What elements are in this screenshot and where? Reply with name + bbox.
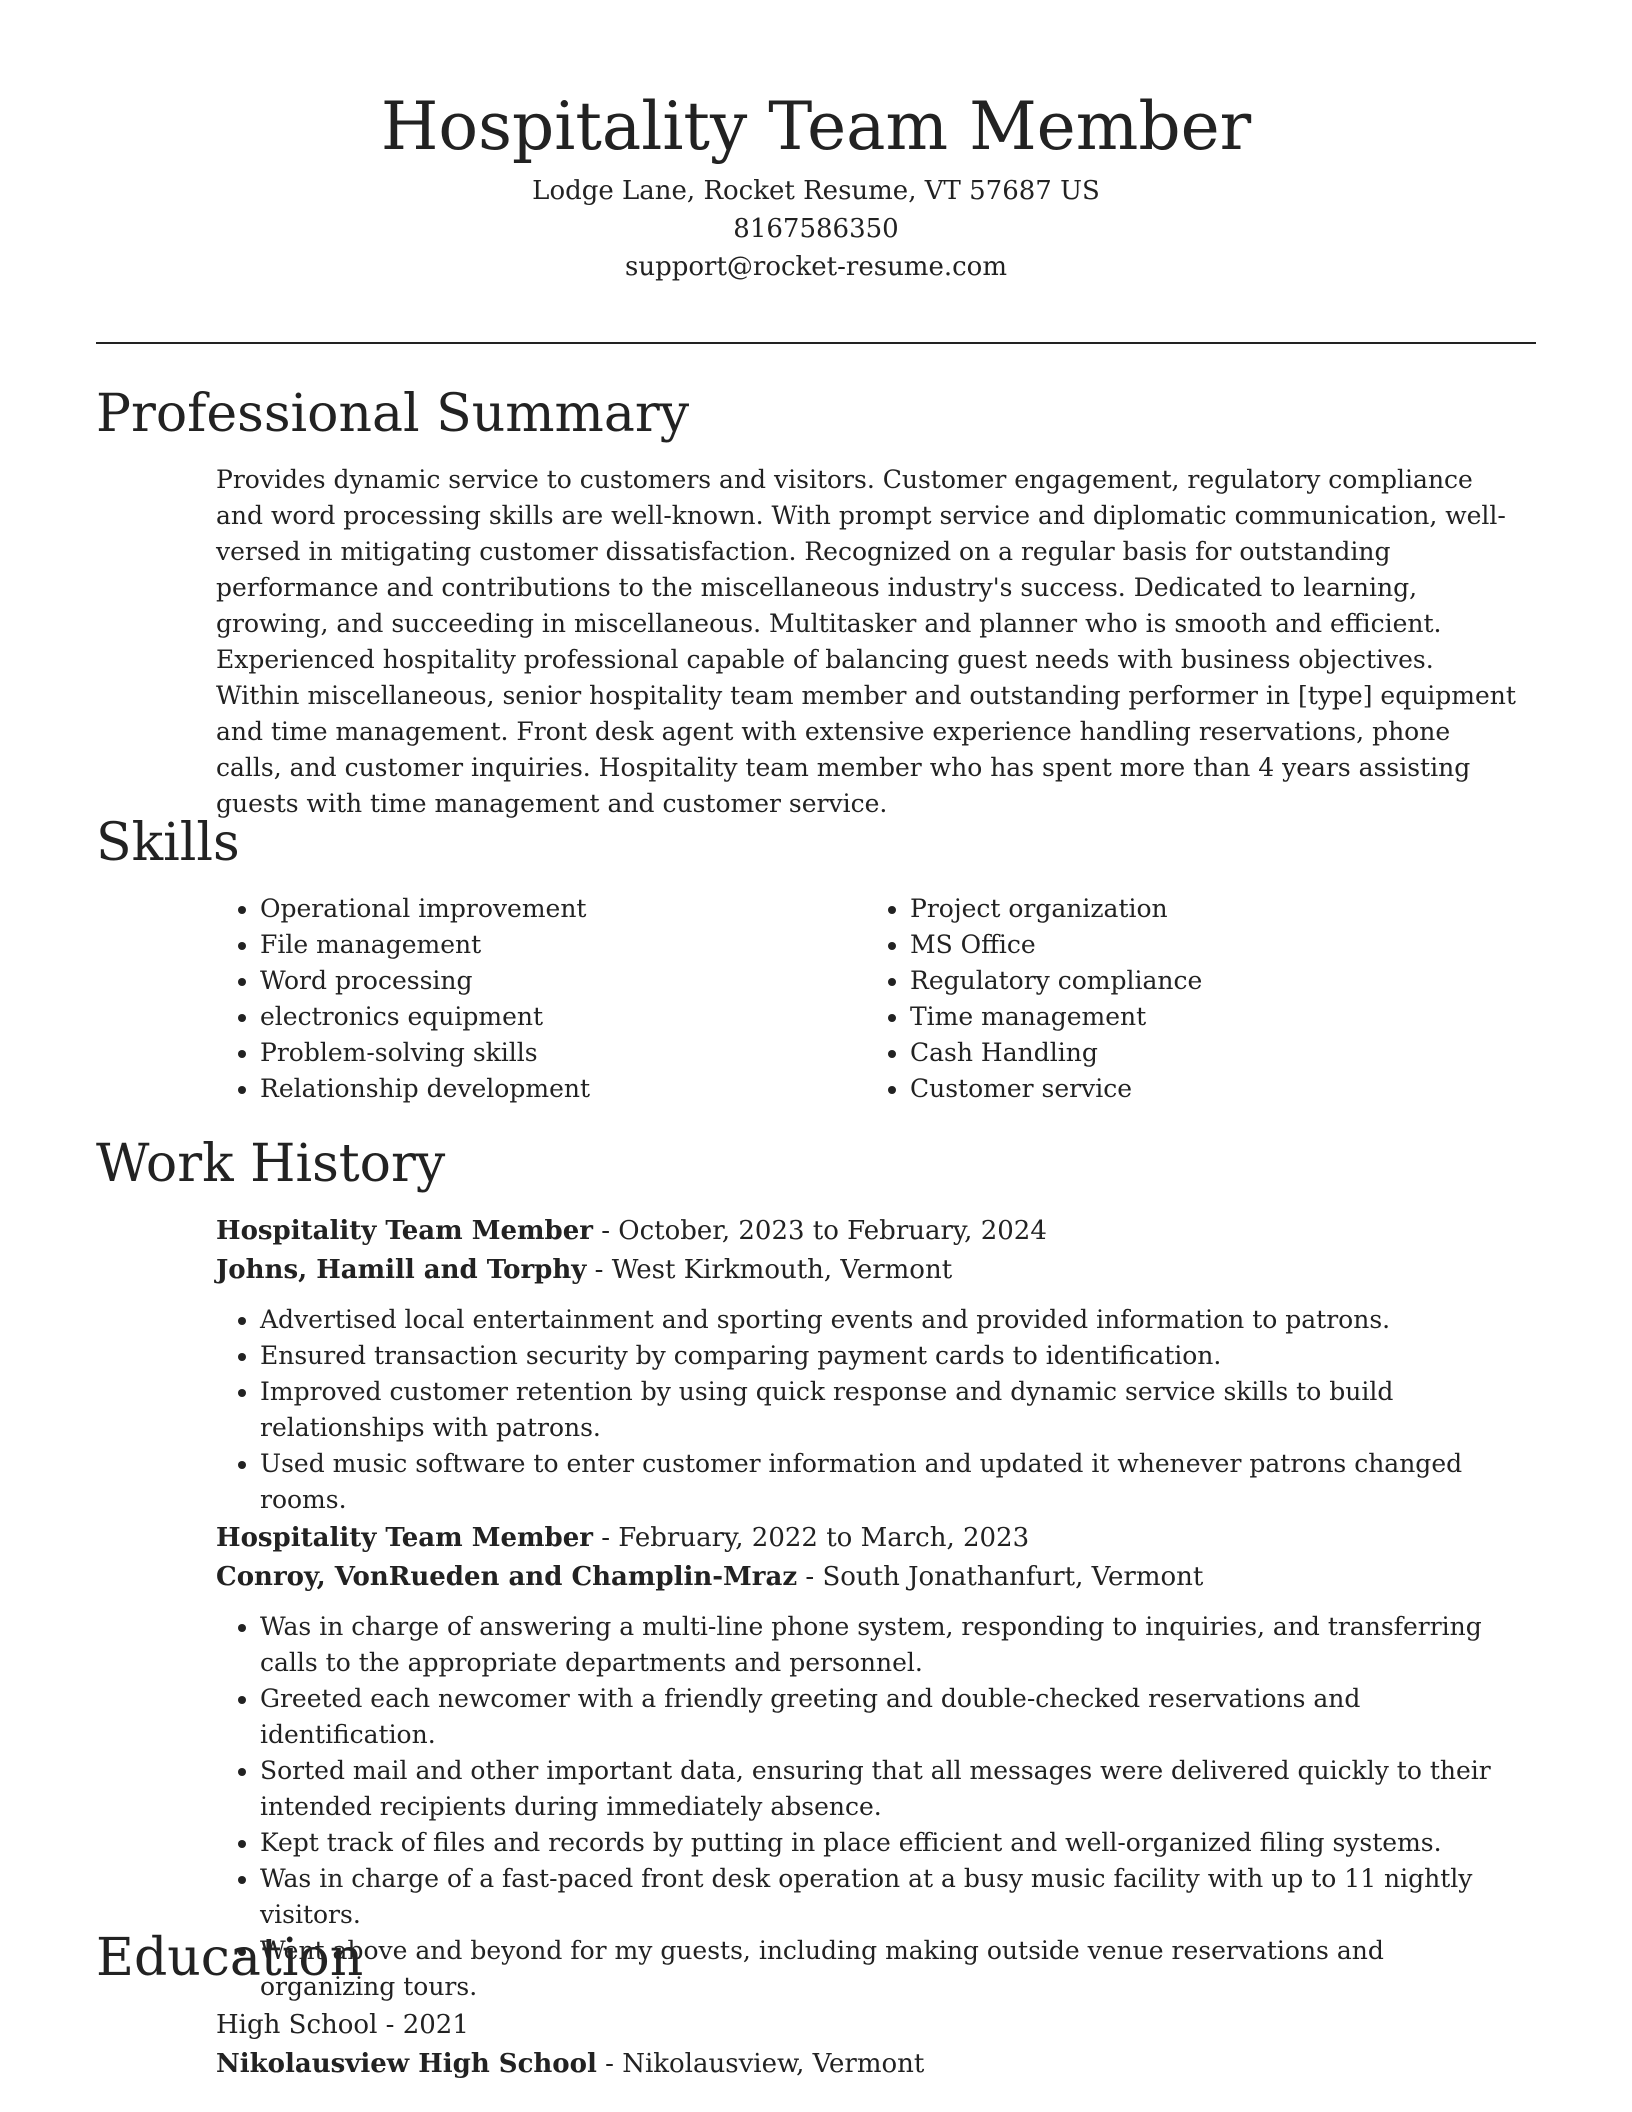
education-year: - 2021 bbox=[377, 2010, 469, 2040]
skill-item: • Problem-solving skills bbox=[260, 1035, 590, 1071]
job-entry bbox=[216, 1519, 1526, 2005]
contact-phone: 8167586350 bbox=[733, 214, 899, 244]
skill-item: • MS Office bbox=[910, 927, 1202, 963]
job-bullet: • Went above and beyond for my guests, including making outside venue reservations and organizing tours. bbox=[260, 1933, 1526, 2005]
job-location: - West Kirkmouth, Vermont bbox=[586, 1255, 953, 1285]
job-company: Conroy, VonRueden and Champlin-Mraz bbox=[216, 1562, 798, 1592]
job-role: Hospitality Team Member bbox=[216, 1523, 593, 1553]
skill-item: • Project organization bbox=[910, 891, 1202, 927]
job-title-line bbox=[216, 1519, 1526, 1558]
job-bullet: • Ensured transaction security by comparing payment cards to identification. bbox=[260, 1338, 1526, 1374]
skills-list-left bbox=[216, 891, 590, 1107]
job-bullet: • Was in charge of answering a multi-line phone system, responding to inquiries, and transferring calls to the appropriate departments and personnel. bbox=[260, 1609, 1526, 1681]
job-bullet: • Greeted each newcomer with a friendly greeting and double-checked reservations and identification. bbox=[260, 1681, 1526, 1753]
skill-item: • Customer service bbox=[910, 1071, 1202, 1107]
section-title-skills: Skills bbox=[96, 813, 240, 873]
skill-item: • Cash Handling bbox=[910, 1035, 1202, 1071]
resume-header bbox=[0, 82, 1632, 286]
job-entry bbox=[216, 1212, 1526, 1518]
candidate-name: Hospitality Team Member bbox=[380, 88, 1252, 165]
job-bullets bbox=[216, 1302, 1526, 1518]
job-bullet: • Kept track of files and records by putting in place efficient and well-organized filing systems. bbox=[260, 1825, 1526, 1861]
job-dates: - October, 2023 to February, 2024 bbox=[592, 1216, 1047, 1246]
section-title-summary: Professional Summary bbox=[96, 384, 690, 444]
job-company-line bbox=[216, 1251, 1526, 1290]
skill-item: • File management bbox=[260, 927, 590, 963]
header-divider bbox=[96, 342, 1536, 344]
section-title-work-history: Work History bbox=[96, 1134, 446, 1194]
skill-item: • Operational improvement bbox=[260, 891, 590, 927]
job-role: Hospitality Team Member bbox=[216, 1216, 593, 1246]
skills-list-right bbox=[866, 891, 1202, 1107]
job-company: Johns, Hamill and Torphy bbox=[216, 1255, 587, 1285]
contact-email: support@rocket-resume.com bbox=[624, 252, 1007, 282]
education-school-line bbox=[216, 2045, 924, 2084]
job-company-line bbox=[216, 1558, 1526, 1597]
skill-item: • Regulatory compliance bbox=[910, 963, 1202, 999]
job-bullet: • Was in charge of a fast-paced front desk operation at a busy music facility with up to 11 nightly visitors. bbox=[260, 1861, 1526, 1933]
contact-address: Lodge Lane, Rocket Resume, VT 57687 US bbox=[532, 176, 1100, 206]
job-bullet: • Advertised local entertainment and sporting events and provided information to patrons. bbox=[260, 1302, 1526, 1338]
section-title-education: Education bbox=[96, 1928, 364, 1988]
job-title-line bbox=[216, 1212, 1526, 1251]
job-bullet: • Improved customer retention by using quick response and dynamic service skills to build relationships with patrons. bbox=[260, 1374, 1526, 1446]
skill-item: • Time management bbox=[910, 999, 1202, 1035]
education-location: - Nikolausview, Vermont bbox=[596, 2049, 925, 2079]
education-degree-line bbox=[216, 2006, 924, 2045]
skill-item: • electronics equipment bbox=[260, 999, 590, 1035]
job-bullet: • Sorted mail and other important data, ensuring that all messages were delivered quickly to their intended recipients during immediately absence. bbox=[260, 1753, 1526, 1825]
job-bullet: • Used music software to enter customer information and updated it whenever patrons changed rooms. bbox=[260, 1446, 1526, 1518]
job-dates: - February, 2022 to March, 2023 bbox=[592, 1523, 1030, 1553]
job-location: - South Jonathanfurt, Vermont bbox=[797, 1562, 1204, 1592]
education-school: Nikolausview High School bbox=[216, 2049, 597, 2079]
education-entry bbox=[216, 2006, 924, 2084]
skill-item: • Relationship development bbox=[260, 1071, 590, 1107]
skill-item: • Word processing bbox=[260, 963, 590, 999]
job-bullets bbox=[216, 1609, 1526, 2005]
education-degree: High School bbox=[216, 2010, 378, 2040]
summary-text: Provides dynamic service to customers and visitors. Customer engagement, regulatory compliance and word processing skills are well-known. With prompt service and diplomatic communication, well-versed in mitigating customer dissatisfaction. Recognized on a regular basis for outstanding performance and contributions to the miscellaneous industry's success. Dedicated to learning, growing, and succeeding in miscellaneous. Multitasker and planner who is smooth and efficient. Experienced hospitality professional capable of balancing guest needs with business objectives. Within miscellaneous, senior hospitality team member and outstanding performer in [type] equipment and time management. Front desk agent with extensive experience handling reservations, phone calls, and customer inquiries. Hospitality team member who has spent more than 4 years assisting guests with time management and customer service. bbox=[216, 465, 1516, 818]
